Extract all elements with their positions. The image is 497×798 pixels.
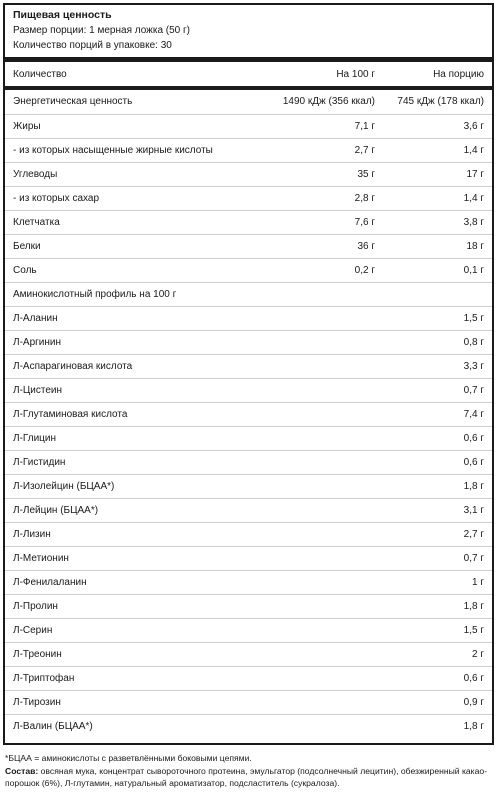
column-header-per-serving: На порцию [433,68,484,80]
row-per-serving: 7,4 г [383,402,492,426]
composition [5,765,493,790]
row-name: Л-Треонин [5,642,245,666]
row-per-serving: 3,8 г [383,210,492,234]
row-per-100g [245,354,383,378]
table-row [5,258,492,282]
row-per-100g [245,546,383,570]
row-per-serving: 1,4 г [383,138,492,162]
row-per-100g: 1490 кДж (356 ккал) [245,90,383,114]
table-row [5,498,492,522]
nutrition-table [5,90,492,738]
table-row [5,618,492,642]
row-per-serving: 1,5 г [383,618,492,642]
bcaa-footnote: *БЦАА = аминокислоты с разветвлёнными боковыми цепями. [5,753,252,763]
table-row [5,450,492,474]
row-per-100g [245,474,383,498]
row-name: Жиры [5,114,245,138]
table-row [5,138,492,162]
row-per-serving: 0,7 г [383,378,492,402]
row-per-100g [245,378,383,402]
table-row [5,306,492,330]
row-name: Л-Изолейцин (БЦАА*) [5,474,245,498]
row-per-serving: 2,7 г [383,522,492,546]
row-name: - из которых сахар [5,186,245,210]
row-per-serving: 18 г [383,234,492,258]
table-row [5,354,492,378]
row-name: Л-Гистидин [5,450,245,474]
row-per-100g: 7,6 г [245,210,383,234]
table-row [5,522,492,546]
row-name: Л-Лизин [5,522,245,546]
row-name: Л-Серин [5,618,245,642]
row-per-serving: 1,5 г [383,306,492,330]
row-per-serving: 745 кДж (178 ккал) [383,90,492,114]
row-per-serving: 1,8 г [463,720,484,732]
servings-per-package: Количество порций в упаковке: 30 [13,40,172,51]
row-name: Л-Валин (БЦАА*) [13,720,93,732]
composition-label: Состав: [5,765,39,776]
table-row [5,642,492,666]
row-name: Л-Аланин [5,306,245,330]
row-per-100g: 35 г [245,162,383,186]
row-name: Энергетическая ценность [5,90,245,114]
row-name: Л-Глутаминовая кислота [5,402,245,426]
row-per-100g: 36 г [245,234,383,258]
row-per-100g: 2,7 г [245,138,383,162]
footer-notes [5,752,493,790]
row-per-100g [245,714,383,738]
row-name: Углеводы [5,162,245,186]
row-name: Л-Тирозин [5,690,245,714]
column-header-name: Количество [13,68,67,80]
table-row [5,114,492,138]
row-name: Белки [5,234,245,258]
table-row [5,402,492,426]
row-name: Клетчатка [5,210,245,234]
row-per-serving: 0,7 г [383,546,492,570]
table-row [5,594,492,618]
row-per-100g: 7,1 г [245,114,383,138]
row-name: Л-Аргинин [5,330,245,354]
row-per-100g [245,570,383,594]
table-row [5,546,492,570]
table-row [5,474,492,498]
row-per-serving: 3,1 г [383,498,492,522]
row-per-100g [245,522,383,546]
row-per-100g: 0,2 г [245,258,383,282]
table-row [5,426,492,450]
row-per-100g [245,306,383,330]
table-row [5,186,492,210]
row-name: Л-Пролин [5,594,245,618]
row-per-100g [245,498,383,522]
row-name: Аминокислотный профиль на 100 г [5,282,245,306]
row-per-100g [245,282,383,306]
row-per-serving: 0,8 г [383,330,492,354]
row-per-serving: 2 г [383,642,492,666]
table-row [5,666,492,690]
table-row [5,162,492,186]
row-per-100g [245,330,383,354]
table-row [5,690,492,714]
row-name: Л-Триптофан [5,666,245,690]
row-name: Л-Лейцин (БЦАА*) [5,498,245,522]
row-name: Л-Фенилаланин [5,570,245,594]
row-per-serving: 0,1 г [383,258,492,282]
row-per-serving: 1,8 г [383,594,492,618]
row-per-serving: 0,6 г [383,426,492,450]
row-name: Л-Цистеин [5,378,245,402]
table-row [5,330,492,354]
row-per-100g [245,642,383,666]
row-per-serving: 3,6 г [383,114,492,138]
nutrition-header [5,5,492,62]
row-per-serving: 1,4 г [383,186,492,210]
row-name: Соль [5,258,245,282]
row-per-100g [245,450,383,474]
row-per-serving: 0,9 г [383,690,492,714]
row-per-serving: 17 г [383,162,492,186]
composition-text: овсяная мука, концентрат сывороточного протеина, эмульгатор (подсолнечный лецитин), обезжиренный какао-порошок (6%), Л-глутамин, натуральный ароматизатор, подсластитель (сукралоза). [5,765,488,788]
table-row [5,210,492,234]
row-name: Л-Глицин [5,426,245,450]
row-per-100g [245,690,383,714]
row-per-100g: 2,8 г [245,186,383,210]
column-header-per-100g: На 100 г [336,68,375,80]
row-per-serving: 1,8 г [383,474,492,498]
row-name: Л-Метионин [5,546,245,570]
row-per-100g [245,426,383,450]
row-name: Л-Аспарагиновая кислота [5,354,245,378]
row-name: - из которых насыщенные жирные кислоты [5,138,245,162]
serving-size: Размер порции: 1 мерная ложка (50 г) [13,25,190,36]
column-header-row [5,62,492,90]
table-row [5,90,492,114]
row-per-100g [245,666,383,690]
table-row [5,282,492,306]
nutrition-title: Пищевая ценность [13,9,112,21]
nutrition-facts-panel [3,3,494,745]
table-row [5,234,492,258]
table-row [5,714,492,738]
row-per-serving [383,282,492,306]
table-row [5,570,492,594]
row-per-serving: 3,3 г [383,354,492,378]
row-per-serving: 0,6 г [383,666,492,690]
row-per-serving: 0,6 г [383,450,492,474]
table-row [5,378,492,402]
row-per-serving: 1 г [383,570,492,594]
row-per-100g [245,594,383,618]
row-per-100g [245,402,383,426]
row-per-100g [245,618,383,642]
